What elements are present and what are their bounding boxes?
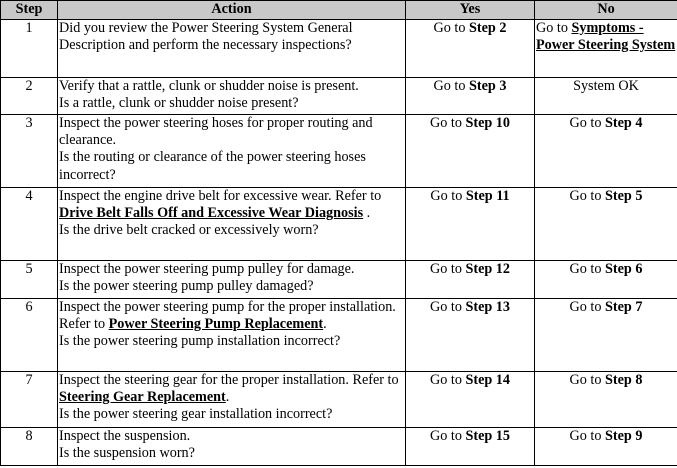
action-question: Is the suspension worn? <box>59 445 195 462</box>
table-row <box>1 372 677 428</box>
no-prefix: Go to <box>569 299 605 315</box>
action-text-post: . <box>363 205 371 222</box>
action-text: Did you review the Power Steering System General Description and perform the necessary inspections? <box>59 20 353 54</box>
symptoms-link[interactable]: Symptoms - Power Steering System <box>536 20 676 54</box>
action-cell <box>58 20 406 78</box>
action-text: Verify that a rattle, clunk or shudder noise is present. <box>59 78 359 94</box>
action-cell <box>58 299 406 372</box>
header-no: No <box>535 1 677 20</box>
no-cell <box>535 20 677 78</box>
yes-prefix: Go to <box>429 299 466 315</box>
yes-step-link[interactable]: Step 13 <box>465 299 510 315</box>
no-step-link[interactable]: Step 7 <box>605 299 643 315</box>
table-row <box>1 20 677 78</box>
action-cell <box>58 428 406 466</box>
action-text <box>59 299 404 333</box>
no-prefix: Go to <box>569 188 605 204</box>
action-text: Inspect the suspension. <box>59 428 191 444</box>
no-step-link[interactable]: Step 5 <box>605 188 643 204</box>
header-yes: Yes <box>406 1 535 20</box>
header-action: Action <box>58 1 406 20</box>
action-text-pre: Inspect the power steering pump for the proper installation. Refer to <box>59 299 396 333</box>
header-step: Step <box>1 1 58 20</box>
action-question: Is the power steering pump pulley damaged? <box>59 278 314 295</box>
step-number: 5 <box>1 261 58 299</box>
action-text-post: . <box>323 316 327 333</box>
no-step-link[interactable]: Step 8 <box>605 372 643 388</box>
no-cell <box>535 299 677 372</box>
no-cell <box>535 188 677 261</box>
yes-cell <box>406 115 535 188</box>
yes-step-link[interactable]: Step 11 <box>465 188 510 204</box>
action-text-pre: Inspect the engine drive belt for excessive wear. Refer to <box>59 188 382 204</box>
action-question: Is the power steering gear installation incorrect? <box>59 406 333 423</box>
table-row <box>1 428 677 466</box>
step-number: 3 <box>1 115 58 188</box>
step-number: 7 <box>1 372 58 428</box>
table-row <box>1 299 677 372</box>
action-cell <box>58 261 406 299</box>
action-text <box>59 372 404 406</box>
yes-step-link[interactable]: Step 3 <box>469 78 507 94</box>
yes-prefix: Go to <box>433 20 469 36</box>
step-number: 6 <box>1 299 58 372</box>
action-text: Inspect the power steering pump pulley for damage. <box>59 261 355 277</box>
action-question: Is the drive belt cracked or excessively worn? <box>59 222 319 239</box>
no-step-link[interactable]: Step 4 <box>605 115 643 131</box>
yes-cell <box>406 428 535 466</box>
no-prefix: Go to <box>536 20 572 36</box>
yes-prefix: Go to <box>430 188 466 204</box>
no-prefix: Go to <box>569 261 605 277</box>
step-number: 8 <box>1 428 58 466</box>
yes-step-link[interactable]: Step 14 <box>465 372 510 388</box>
drive-belt-diagnosis-link[interactable]: Drive Belt Falls Off and Excessive Wear Diagnosis <box>59 205 364 222</box>
yes-step-link[interactable]: Step 12 <box>465 261 510 277</box>
yes-prefix: Go to <box>429 115 466 131</box>
action-text: Inspect the power steering hoses for proper routing and clearance. <box>59 115 373 149</box>
no-cell <box>535 115 677 188</box>
action-question: Is the power steering pump installation incorrect? <box>59 333 341 350</box>
no-cell <box>535 78 677 115</box>
yes-prefix: Go to <box>433 78 469 94</box>
yes-cell <box>406 299 535 372</box>
action-cell <box>58 78 406 115</box>
table-row <box>1 115 677 188</box>
yes-step-link[interactable]: Step 2 <box>469 20 507 36</box>
step-number: 2 <box>1 78 58 115</box>
yes-cell <box>406 20 535 78</box>
step-number: 1 <box>1 20 58 78</box>
header-row <box>1 1 677 20</box>
yes-prefix: Go to <box>429 428 466 444</box>
action-text-post: . <box>225 389 230 406</box>
yes-step-link[interactable]: Step 15 <box>465 428 510 444</box>
no-prefix: Go to <box>569 428 605 444</box>
yes-cell <box>406 78 535 115</box>
table-row <box>1 261 677 299</box>
no-prefix: Go to <box>569 115 605 131</box>
pump-replacement-link[interactable]: Power Steering Pump Replacement <box>108 316 324 333</box>
action-question: Is the routing or clearance of the power steering hoses incorrect? <box>59 149 366 183</box>
no-cell <box>535 261 677 299</box>
action-question: Is a rattle, clunk or shudder noise present? <box>59 95 299 112</box>
yes-step-link[interactable]: Step 10 <box>465 115 510 131</box>
action-cell <box>58 188 406 261</box>
action-text <box>59 188 404 222</box>
steering-gear-replacement-link[interactable]: Steering Gear Replacement <box>59 389 226 406</box>
no-cell <box>535 428 677 466</box>
table-row <box>1 78 677 115</box>
yes-prefix: Go to <box>429 372 466 388</box>
no-cell <box>535 372 677 428</box>
no-step-link[interactable]: Step 9 <box>605 428 643 444</box>
yes-cell <box>406 261 535 299</box>
no-text: System OK <box>573 78 639 94</box>
action-cell <box>58 115 406 188</box>
no-prefix: Go to <box>569 372 605 388</box>
table-row <box>1 188 677 261</box>
yes-cell <box>406 372 535 428</box>
action-cell <box>58 372 406 428</box>
action-text-pre: Inspect the steering gear for the proper installation. Refer to <box>59 372 399 388</box>
yes-cell <box>406 188 535 261</box>
step-number: 4 <box>1 188 58 261</box>
yes-prefix: Go to <box>429 261 466 277</box>
no-step-link[interactable]: Step 6 <box>605 261 643 277</box>
